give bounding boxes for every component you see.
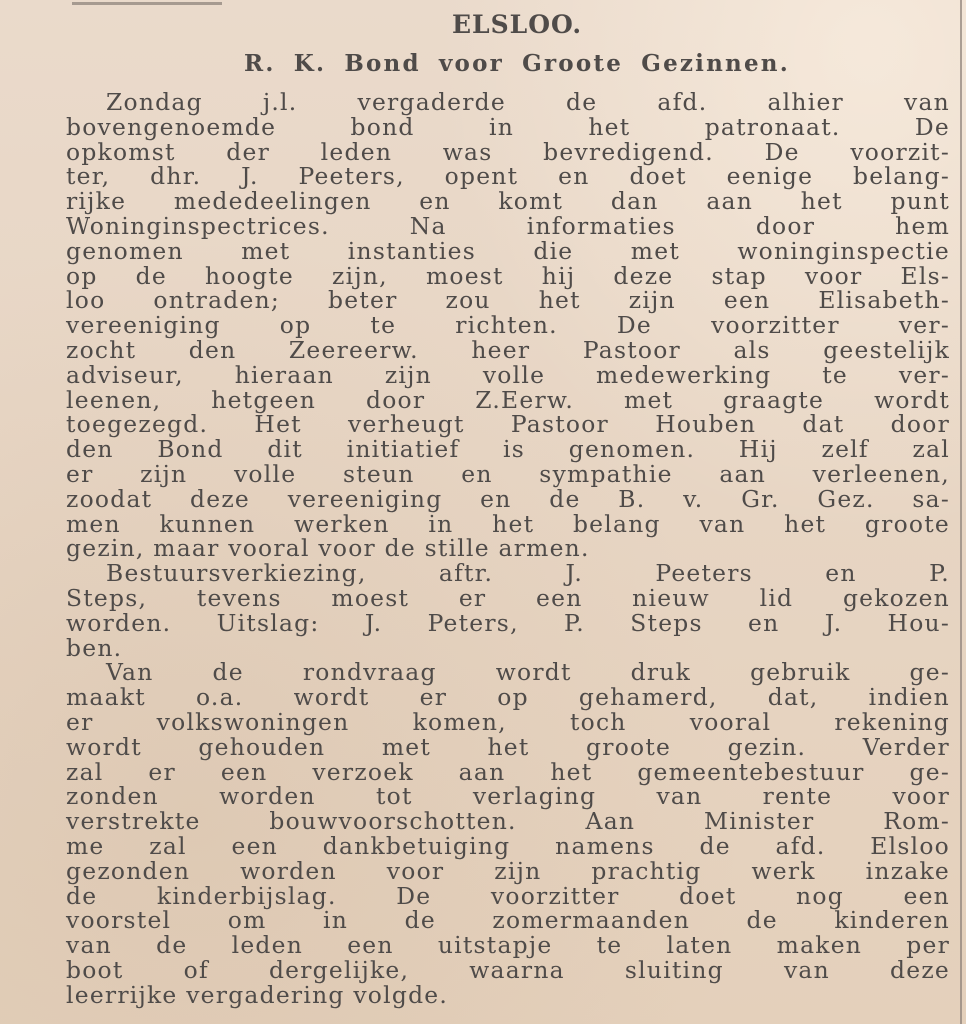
text-line: opkomst der leden was bevredigend. De voorzit-: [66, 137, 950, 166]
text-line: vereeniging op te richten. De voorzitter ver-: [66, 311, 950, 340]
cut-off-previous-article: [72, 0, 222, 5]
text-line: Van de rondvraag wordt druk gebruik ge-: [106, 658, 950, 687]
text-line: genomen met instanties die met woninginspectie: [66, 236, 950, 265]
text-line: van de leden een uitstapje te laten maken per: [66, 931, 950, 960]
text-line: gezin, maar vooral voor de stille armen.: [66, 534, 590, 563]
text-line: ter, dhr. J. Peeters, opent en doet eenige belang-: [66, 162, 950, 191]
article-body: [66, 90, 950, 1007]
text-line: zoodat deze vereeniging en de B. v. Gr. Gez. sa-: [66, 484, 950, 513]
article: [66, 8, 950, 1007]
text-line: de kinderbijslag. De voorzitter doet nog een: [66, 881, 950, 910]
text-line: bovengenoemde bond in het patronaat. De: [66, 112, 950, 141]
text-line: Bestuursverkiezing, aftr. J. Peeters en P.: [106, 559, 950, 588]
text-line: er zijn volle steun en sympathie aan verleenen,: [66, 459, 950, 488]
text-line: voorstel om in de zomermaanden de kinderen: [66, 906, 950, 935]
text-line: Woninginspectrices. Na informaties door hem: [66, 211, 950, 240]
article-subhead: R. K. Bond voor Groote Gezinnen.: [244, 50, 790, 77]
article-paragraph: [66, 660, 950, 1007]
text-line: er volkswoningen komen, toch vooral rekening: [66, 707, 950, 736]
text-line: gezonden worden voor zijn prachtig werk inzake: [66, 856, 950, 885]
text-line: leenen, hetgeen door Z.Eerw. met graagte wordt: [66, 385, 950, 414]
text-line: zocht den Zeereerw. heer Pastoor als geestelijk: [66, 335, 950, 364]
text-line: me zal een dankbetuiging namens de afd. Elsloo: [66, 831, 950, 860]
text-line: Zondag j.l. vergaderde de afd. alhier van: [106, 88, 950, 116]
text-line: loo ontraden; beter zou het zijn een Elisabeth-: [66, 286, 950, 315]
text-line: maakt o.a. wordt er op gehamerd, dat, indien: [66, 683, 950, 712]
text-line: leerrijke vergadering volgde.: [66, 980, 449, 1009]
text-line: zal er een verzoek aan het gemeentebestuur ge-: [66, 757, 950, 786]
article-paragraph: [66, 561, 950, 660]
text-line: Steps, tevens moest er een nieuw lid gekozen: [66, 583, 950, 612]
text-line: rijke mededeelingen en komt dan aan het punt: [66, 187, 950, 216]
text-line: ben.: [66, 633, 123, 662]
article-headline: ELSLOO.: [451, 10, 583, 39]
text-line: toegezegd. Het verheugt Pastoor Houben dat door: [66, 410, 950, 439]
text-line: men kunnen werken in het belang van het groote: [66, 509, 950, 538]
text-line: wordt gehouden met het groote gezin. Verder: [66, 732, 950, 761]
text-line: boot of dergelijke, waarna sluiting van deze: [66, 955, 950, 984]
text-line: worden. Uitslag: J. Peters, P. Steps en J. Hou-: [66, 608, 950, 637]
text-line: op de hoogte zijn, moest hij deze stap voor Els-: [66, 261, 950, 290]
text-line: den Bond dit initiatief is genomen. Hij zelf zal: [66, 435, 950, 464]
article-paragraph: [66, 90, 950, 561]
text-line: adviseur, hieraan zijn volle medewerking te ver-: [66, 360, 950, 389]
column-rule: [960, 0, 962, 1024]
text-line: zonden worden tot verlaging van rente voor: [66, 782, 950, 811]
text-line: verstrekte bouwvoorschotten. Aan Minister Rom-: [66, 807, 950, 836]
